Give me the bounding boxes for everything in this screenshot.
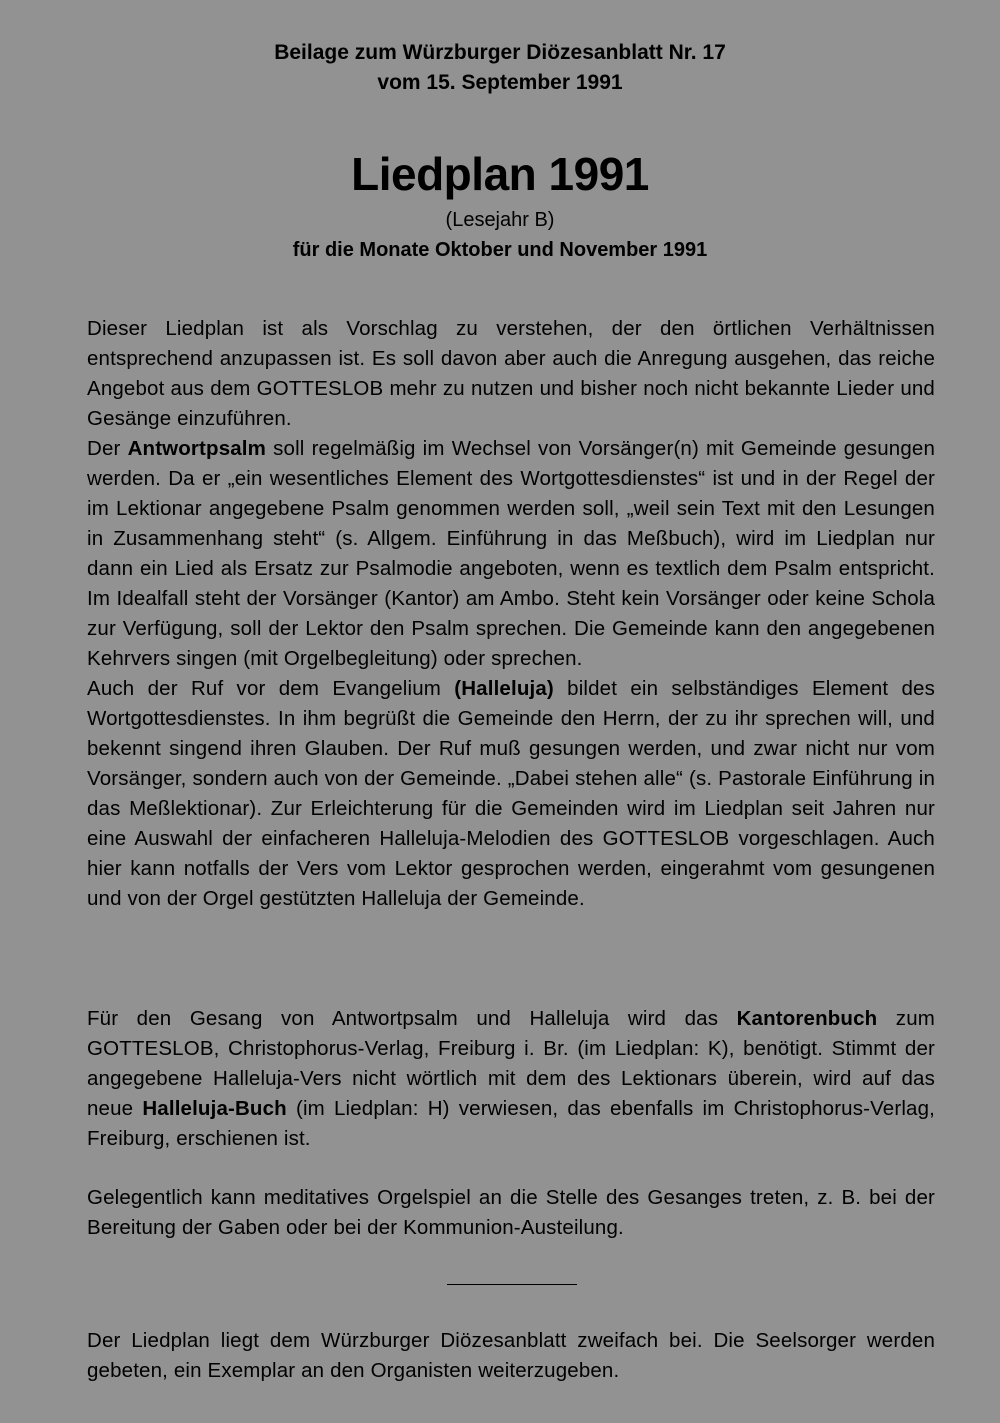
gesang-rest: (im Liedplan: H) verwiesen, das ebenfalls im Christophorus-Verlag, Freiburg, erschienen ist. [87, 1097, 935, 1150]
intro-paragraph-2 [87, 434, 935, 674]
orgel-section [87, 1183, 935, 1243]
intro-paragraph-1: Dieser Liedplan ist als Vorschlag zu verstehen, der den örtlichen Verhältnissen entsprechend anzupassen ist. Es soll davon aber auch die Anregung ausgehen, das reiche Angebot aus dem GOTTESLOB mehr zu nutzen und bisher noch nicht bekannte Lieder und Gesänge einzuführen. [87, 317, 935, 430]
halleluja-term: (Halleluja) [454, 677, 554, 700]
intro-paragraph-3-lead: Auch der Ruf vor dem Evangelium [87, 677, 455, 700]
intro-paragraph-2-rest: soll regelmäßig im Wechsel von Vorsänger(n) mit Gemeinde gesungen werden. Da er „ein wesentliches Element des Wortgottesdienstes“ ist und in der Regel der im Lektionar angegebene Psalm genommen werden soll, „weil sein Text mit den Lesungen in Zusammenhang steht“ (s. Allgem. Einführung in das Meßbuch), wird im Liedplan nur dann ein Lied als Ersatz zur Psalmodie angeboten, wenn es textlich dem Psalm entspricht. Im Idealfall steht der Vorsänger (Kantor) am Ambo. Steht kein Vorsänger oder keine Schola zur Verfügung, soll der Lektor den Psalm sprechen. Die Gemeinde kann den angegebenen Kehrvers singen (mit Orgelbegleitung) oder sprechen. [87, 437, 935, 670]
closing-paragraph: Der Liedplan liegt dem Würzburger Diözesanblatt zweifach bei. Die Seelsorger werden gebeten, ein Exemplar an den Organisten weiterzugeben. [87, 1329, 935, 1382]
closing-section [87, 1326, 935, 1386]
intro-paragraph-3-rest: bildet ein selbständiges Element des Wortgottesdienstes. In ihm begrüßt die Gemeinde den Herrn, der zu ihr sprechen will, und bekennt singend ihren Glauben. Der Ruf muß gesungen werden, und zwar nicht nur vom Vorsänger, sondern auch von der Gemeinde. „Dabei stehen alle“ (s. Pastorale Einführung in das Meßlektionar). Zur Erleichterung für die Gemeinden wird im Liedplan seit Jahren nur eine Auswahl der einfacheren Halleluja-Melodien des GOTTESLOB vorgeschlagen. Auch hier kann notfalls der Vers vom Lektor gesprochen werden, eingerahmt vom gesungenen und von der Orgel gestützten Halleluja der Gemeinde. [87, 677, 936, 910]
intro-section [87, 314, 935, 914]
antwortpsalm-term: Antwortpsalm [127, 437, 267, 460]
header-line-1: Beilage zum Würzburger Diözesanblatt Nr. 17 [274, 41, 726, 64]
page-subtitle-months: für die Monate Oktober und November 1991 [292, 239, 708, 261]
halleluja-buch-term: Halleluja-Buch [142, 1097, 287, 1120]
intro-paragraph-3 [87, 674, 935, 914]
page-subtitle: (Lesejahr B) [445, 209, 555, 231]
section-divider [447, 1284, 577, 1285]
gesang-middle: zum GOTTESLOB, Christophorus-Verlag, Freiburg i. Br. (im Liedplan: K), benötigt. Stimmt der angegebene Halleluja-Vers nicht wörtlich mit dem des Lektionars überein, wird auf das neue [87, 1007, 935, 1120]
page-title: Liedplan 1991 [351, 148, 649, 200]
intro-paragraph-2-lead: Der [87, 437, 128, 460]
gesang-lead: Für den Gesang von Antwortpsalm und Halleluja wird das [87, 1007, 737, 1030]
gesang-section [87, 1004, 935, 1154]
document-header [0, 38, 1000, 98]
orgel-paragraph: Gelegentlich kann meditatives Orgelspiel an die Stelle des Gesanges treten, z. B. bei der Bereitung der Gaben oder bei der Kommunion-Austeilung. [87, 1186, 935, 1239]
header-line-2: vom 15. September 1991 [377, 71, 623, 94]
gesang-paragraph [87, 1004, 935, 1154]
kantorenbuch-term: Kantorenbuch [736, 1007, 878, 1030]
